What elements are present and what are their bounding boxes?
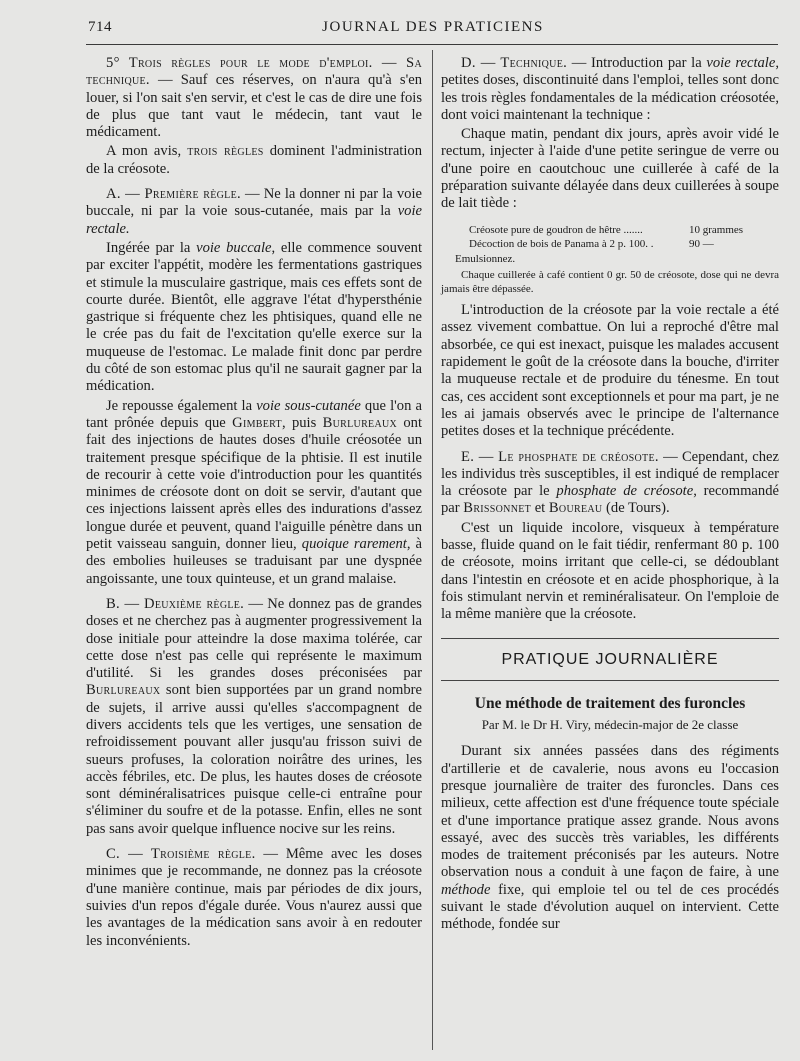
section-rule: [441, 638, 779, 639]
recipe-row: [441, 237, 779, 252]
paragraph-text: quoique rarement: [301, 536, 407, 553]
recipe-quantity: 10 grammes: [689, 223, 744, 236]
paragraph-text: A mon avis,: [106, 143, 188, 160]
paragraph-text: voie rectale.: [86, 203, 422, 237]
paragraph-voie-sous-cutanee: [86, 398, 422, 588]
paragraph-text: fixe, qui emploie tel ou tel de ces procédés suivant le stade d'évolution auquel on intervient. Cette méthode, fondée sur: [441, 881, 779, 933]
paragraph-text: — Ne la donner ni par la voie buccale, ni par la voie sous-cutanée, mais par la: [86, 186, 422, 220]
paragraph-mode-emploi: [86, 55, 422, 141]
paragraph-text: voie rectale: [706, 55, 776, 71]
paragraph-text: méthode: [441, 881, 491, 898]
section-heading: C. — Troisième règle.: [106, 846, 256, 863]
paragraph-troisieme-regle: [86, 846, 422, 950]
paragraph-text: voie buccale: [196, 239, 272, 256]
left-column: [86, 55, 422, 950]
recipe-ingredient: Emulsionnez.: [455, 252, 516, 265]
journal-title: JOURNAL DES PRATICIENS: [322, 19, 544, 35]
paragraph-text: — Introduction par la: [567, 55, 707, 71]
article-title: Une méthode de traitement des furoncles: [474, 694, 746, 712]
paragraph-text: Je repousse également la: [106, 397, 257, 414]
paragraph-text: et: [531, 500, 549, 517]
paragraph-text: — Sauf ces réserves, on n'aura qu'à s'en louer, si l'on sait s'en servir, et c'est le cas de dire une fois de plus que tant vaut le médecin, tant vaut le médicament.: [86, 72, 422, 141]
paragraph-text: , à des embolies huileuses se traduisant par une dyspnée angoissante, une toux quinteuse, et un grand malaise.: [86, 536, 423, 587]
paragraph-voie-buccale: [86, 240, 422, 396]
paragraph-text: — Cependant, chez les individus très susceptibles, il est indiqué de remplacer la créosote par le: [441, 448, 779, 500]
paragraph-text: phosphate de créosote: [556, 483, 694, 500]
paragraph-trois-regles: [86, 143, 422, 178]
recipe-quantity: 90 —: [689, 238, 714, 251]
recipe-note: Chaque cuillerée à café contient 0 gr. 50 de créosote, dose qui ne devra jamais être dépassée.: [441, 269, 779, 296]
paragraph-text: dominent l'administration de la créosote.: [86, 143, 422, 177]
paragraph-text: , puis: [281, 414, 323, 431]
recipe-block: [441, 223, 779, 297]
section-heading: D. — Technique.: [461, 55, 568, 71]
paragraph-text: — Ne donnez pas de grandes doses et ne cherchez pas à augmenter progressivement la dose initiale pour atteindre la dose maxima tolérée, car cette dose n'est pas celle qui représente le maximum d'utilité. Si les grandes doses préconisées par: [86, 595, 422, 682]
section-heading: B. — Deuxième règle.: [106, 595, 245, 612]
paragraph-deuxieme-regle: [86, 596, 422, 838]
paragraph-premiere-regle: [86, 186, 422, 238]
page-header: [88, 14, 778, 44]
recipe-row: [441, 252, 779, 267]
author-name: Gimbert: [232, 414, 282, 431]
section-heading: E. — Le phosphate de créosote.: [461, 448, 659, 465]
section-rule: [441, 680, 779, 681]
recipe-ingredient: Créosote pure de goudron de hêtre .......: [469, 223, 643, 236]
recipe-row: [441, 223, 779, 238]
paragraph-phosphate: [441, 449, 779, 518]
page-number: 714: [88, 19, 112, 35]
paragraph-text: que l'on a tant prônée depuis que: [86, 397, 422, 431]
paragraph-furoncles: [441, 743, 779, 933]
paragraph-text: ont fait des injections de hautes doses d'huile créosotée un traitement presque spécifique de la phtisie. Il est inutile de recourir à cette voie d'introduction pour les quantités minimes de créosote dont on doit se servir, d'autant que ces injections laissent après elles des indurations d'assez longue durée et peuvent, quand l'aiguille pénètre dans un petit vaisseau sanguin, donner lieu,: [86, 414, 423, 553]
paragraph-text: trois règles: [187, 143, 264, 160]
header-rule: [86, 44, 778, 45]
author-name: Burlureaux: [86, 682, 161, 699]
paragraph-text: , recommandé par: [441, 483, 779, 517]
paragraph-liquide-incolore: C'est un liquide incolore, visqueux à température basse, fluide quand on le fait tiédir, renfermant 80 p. 100 de créosote, moins irritant que celle-ci, se dédoublant dans l'intestin en créosote et en acide phosphorique, à la fois stimulant nervin et reminéralisateur. On l'emploie de la même manière que la créosote.: [441, 519, 779, 623]
paragraph-text: — Même avec les doses minimes que je recommande, ne donnez pas la créosote d'une manière continue, mais par périodes de dix jours, suivies d'un repos d'égale durée. Vous n'aurez aussi que les avantages de la médication sans avoir à en redouter les inconvénients.: [86, 846, 422, 949]
right-column: [441, 55, 779, 934]
paragraph-text: , petites doses, discontinuité dans l'emploi, telles sont donc les trois règles fondamentales de la médication créosotée, dont voici maintenant la technique :: [441, 55, 779, 123]
paragraph-text: Ingérée par la: [106, 239, 197, 256]
paragraph-text: sont bien supportées par un grand nombre de sujets, il arrive aussi qu'elles s'accompagnent de divers accidents tels que les vertiges, une sensation de refroidissement pouvant aller jusqu'au frisson suivi de sueurs profuses, la coloration noirâtre des urines, les accès fébriles, etc. De plus, les hautes doses de créosote sont déminéralisatrices puisque celle-ci entraîne pour s'éliminer du soufre et de la potasse. Enfin, elles ne sont pas sans avoir quelque influence nocive sur les reins.: [86, 682, 422, 837]
section-title: PRATIQUE JOURNALIÈRE: [501, 650, 719, 668]
paragraph-voie-rectale: L'introduction de la créosote par la voie rectale a été assez vivement combattue. On lui a reproché d'être mal absorbée, ce qui est inexact, puisque les malades accusent rapidement le goût de la créosote dans la bouche, d'irriter la muqueuse rectale et de produire du ténesme. En tout cas, ces accident sont exceptionnels et pour ma part, je ne les ai jamais observés avec le principe de l'alternance petites doses et la technique précédente.: [441, 302, 779, 440]
recipe-ingredient: Décoction de bois de Panama à 2 p. 100. .: [469, 238, 654, 251]
recipe-quantity: [675, 252, 779, 267]
paragraph-chaque-matin: Chaque matin, pendant dix jours, après avoir vidé le rectum, injecter à l'aide d'une petite seringue de verre ou d'une poire en caoutchouc une cuillerée à café de la préparation suivante délayée dans deux cuillerées à soupe de lait tiède :: [441, 126, 779, 212]
author-name: Boureau: [548, 500, 603, 517]
paragraph-text: (de Tours).: [602, 500, 670, 517]
section-heading: 5° Trois règles pour le mode d'emploi. — Sa technique.: [86, 55, 422, 89]
article-byline: Par M. le Dr H. Viry, médecin-major de 2e classe: [481, 717, 739, 733]
column-divider: [432, 50, 433, 1050]
paragraph-text: Durant six années passées dans des régiments d'artillerie et de cavalerie, nous avons eu l'occasion presque journalière de traiter des furoncles. Dans ces milieux, cette affection est d'une fréquence toute spéciale et d'une importance pratique assez grande. Nous avons essayé, avec des succès très variables, les différents modes de traitement préconisés par les auteurs. Notre observation nous a conduit à une façon de faire, à une: [441, 743, 779, 881]
author-name: Brissonnet: [463, 500, 532, 517]
author-name: Burlureaux: [322, 414, 398, 431]
paragraph-text: , elle commence souvent par exciter l'appétit, modère les fermentations gastriques et stimule la musculaire gastrique, mais ces effets sont de courte durée. Bientôt, elle aggrave l'état d'hypersthénie gastrique si fréquente chez les phtisiques, quand elle ne le crée pas du fait de l'excitation qu'elle exerce sur la muqueuse de l'estomac. Le malade finit donc par perdre du côté de son estomac plus qu'il ne saurait gagner par la médication.: [86, 239, 423, 395]
section-heading: A. — Première règle.: [106, 186, 241, 203]
paragraph-text: voie sous-cutanée: [256, 397, 361, 414]
paragraph-technique: [441, 55, 779, 124]
